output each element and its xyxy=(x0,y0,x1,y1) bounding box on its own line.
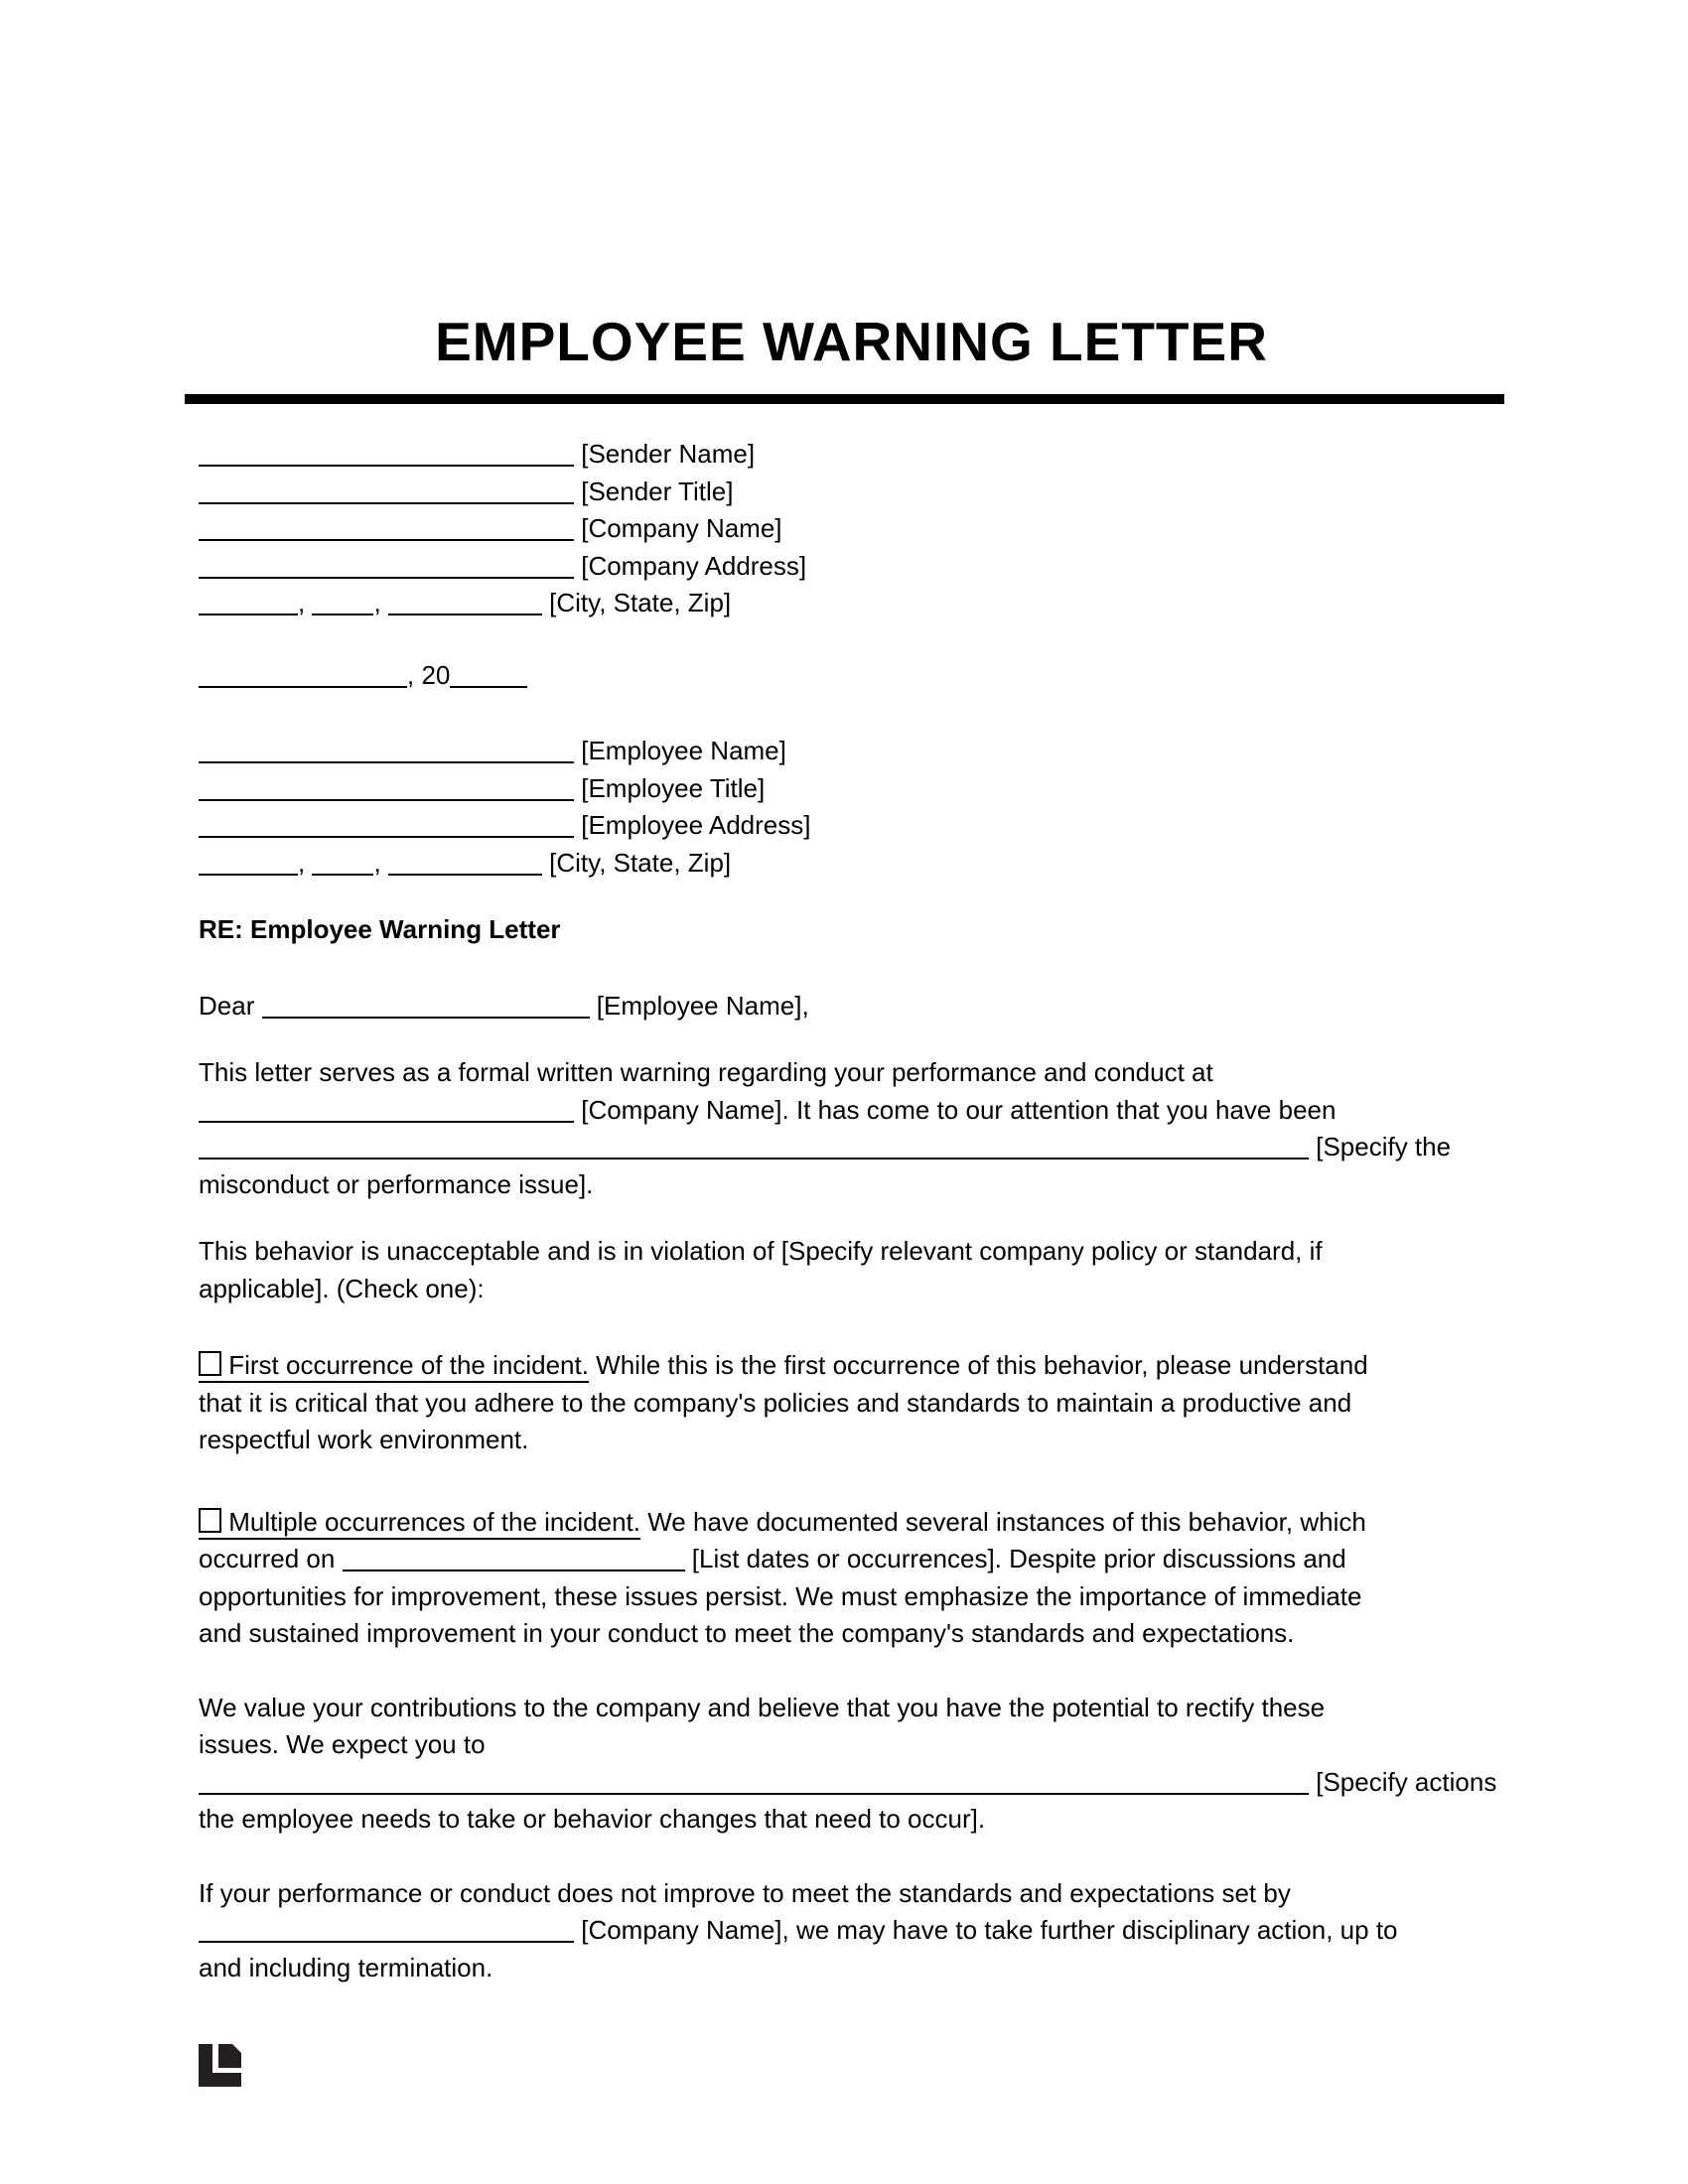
text-run: [Company Name] xyxy=(574,513,782,543)
text-run: and including termination. xyxy=(199,1952,493,1982)
employee-address-block xyxy=(199,733,1504,882)
text-run: [Company Name], we may have to take further disciplinary action, up to xyxy=(574,1915,1398,1945)
misconduct-description-blank[interactable] xyxy=(199,1158,1309,1160)
text-run: and sustained improvement in your conduct to meet the company's standards and expectations. xyxy=(199,1618,1295,1648)
text-run: [City, State, Zip] xyxy=(541,847,732,878)
text-run: First occurrence of the incident. xyxy=(221,1350,589,1383)
sender-company-name-blank[interactable] xyxy=(199,539,574,541)
date-month-day-blank[interactable] xyxy=(199,686,407,688)
sender-name-line xyxy=(199,436,1504,474)
text-run: , xyxy=(298,588,313,617)
text-run: [Company Name]. It has come to our attention that you have been xyxy=(574,1094,1336,1125)
text-run: opportunities for improvement, these issues persist. We must emphasize the importance of immediate xyxy=(199,1580,1362,1611)
text-run: Multiple occurrences of the incident. xyxy=(221,1507,640,1540)
text-run: the employee needs to take or behavior changes that need to occur]. xyxy=(199,1804,986,1834)
first-occurrence-checkbox[interactable] xyxy=(199,1351,221,1376)
text-run: [City, State, Zip] xyxy=(541,588,732,617)
occurrence-dates-blank[interactable] xyxy=(343,1570,685,1571)
text-run: [Employee Address] xyxy=(574,810,811,840)
employee-state-blank[interactable] xyxy=(312,874,373,876)
text-run: If your performance or conduct does not improve to meet the standards and expectations set by xyxy=(199,1877,1291,1908)
company-name-blank[interactable] xyxy=(199,1121,574,1123)
final-company-name-blank[interactable] xyxy=(199,1941,574,1943)
text-run: This behavior is unacceptable and is in violation of [Specify relevant company policy or standard, if xyxy=(199,1236,1323,1266)
employee-address-blank[interactable] xyxy=(199,836,574,838)
text-run: [Employee Name] xyxy=(574,736,786,765)
text-run: [Specify the xyxy=(1309,1132,1452,1161)
text-run: We value your contributions to the company and believe that you have the potential to rectify these xyxy=(199,1692,1326,1722)
employee-address-line xyxy=(199,807,1504,845)
employee-city-state-zip-line xyxy=(199,845,1504,883)
employee-name-blank[interactable] xyxy=(199,761,574,763)
check-option-first-occurrence xyxy=(199,1347,1504,1459)
sender-address-block xyxy=(199,436,1504,622)
paragraph-consequences xyxy=(199,1875,1504,1987)
check-option-multiple-occurrences xyxy=(199,1504,1504,1653)
multiple-occurrences-checkbox-wrap xyxy=(199,1507,221,1540)
sender-company-address-blank[interactable] xyxy=(199,577,574,579)
subject-line: RE: Employee Warning Letter xyxy=(199,914,561,944)
date-line xyxy=(199,657,1504,695)
text-run: Dear xyxy=(199,990,262,1021)
first-occurrence-checkbox-wrap xyxy=(199,1350,221,1383)
employee-name-line xyxy=(199,733,1504,770)
text-run: issues. We expect you to xyxy=(199,1729,486,1759)
text-run: applicable]. (Check one): xyxy=(199,1273,485,1303)
legal-templates-logo-icon xyxy=(199,2044,241,2087)
text-run: [Employee Title] xyxy=(574,772,766,803)
salutation-line xyxy=(199,988,1504,1025)
text-run: , 20 xyxy=(407,659,451,690)
paragraph-intro xyxy=(199,1054,1504,1203)
text-run: respectful work environment. xyxy=(199,1425,529,1454)
sender-name-blank[interactable] xyxy=(199,465,574,467)
text-run: , xyxy=(298,847,313,878)
text-run: [Employee Name], xyxy=(589,990,809,1021)
sender-title-blank[interactable] xyxy=(199,502,574,504)
text-run: [Sender Name] xyxy=(574,439,756,469)
employee-title-line xyxy=(199,770,1504,808)
text-run: occurred on xyxy=(199,1544,343,1573)
text-run: [Specify actions xyxy=(1309,1766,1497,1797)
sender-city-state-zip-line xyxy=(199,585,1504,622)
sender-company-name-line xyxy=(199,510,1504,548)
paragraph-expectations xyxy=(199,1690,1504,1839)
page-title: EMPLOYEE WARNING LETTER xyxy=(435,311,1268,372)
text-run: , xyxy=(373,847,388,878)
expected-actions-blank[interactable] xyxy=(199,1793,1309,1795)
salutation-employee-name-blank[interactable] xyxy=(262,1017,590,1019)
text-run: We have documented several instances of this behavior, which xyxy=(640,1506,1366,1537)
text-run: [Company Address] xyxy=(574,550,807,581)
text-run: While this is the first occurrence of this behavior, please understand xyxy=(588,1350,1368,1380)
text-run: that it is critical that you adhere to the company's policies and standards to maintain a productive and xyxy=(199,1387,1352,1418)
sender-zip-blank[interactable] xyxy=(388,614,542,615)
paragraph-violation xyxy=(199,1233,1504,1307)
sender-title-line xyxy=(199,474,1504,511)
legal-templates-logo xyxy=(199,2044,241,2087)
sender-state-blank[interactable] xyxy=(312,614,373,615)
text-run: [Sender Title] xyxy=(574,476,734,506)
employee-zip-blank[interactable] xyxy=(388,874,542,876)
title-rule xyxy=(185,394,1504,404)
text-run: [List dates or occurrences]. Despite prior discussions and xyxy=(684,1544,1346,1573)
employee-title-blank[interactable] xyxy=(199,799,574,801)
text-run: , xyxy=(373,588,388,617)
text-run: misconduct or performance issue]. xyxy=(199,1168,594,1199)
multiple-occurrences-checkbox[interactable] xyxy=(199,1508,221,1533)
sender-company-address-line xyxy=(199,548,1504,586)
text-run: This letter serves as a formal written warning regarding your performance and conduct at xyxy=(199,1057,1213,1087)
sender-city-blank[interactable] xyxy=(199,614,298,615)
employee-city-blank[interactable] xyxy=(199,874,298,876)
date-year-blank[interactable] xyxy=(450,686,527,688)
